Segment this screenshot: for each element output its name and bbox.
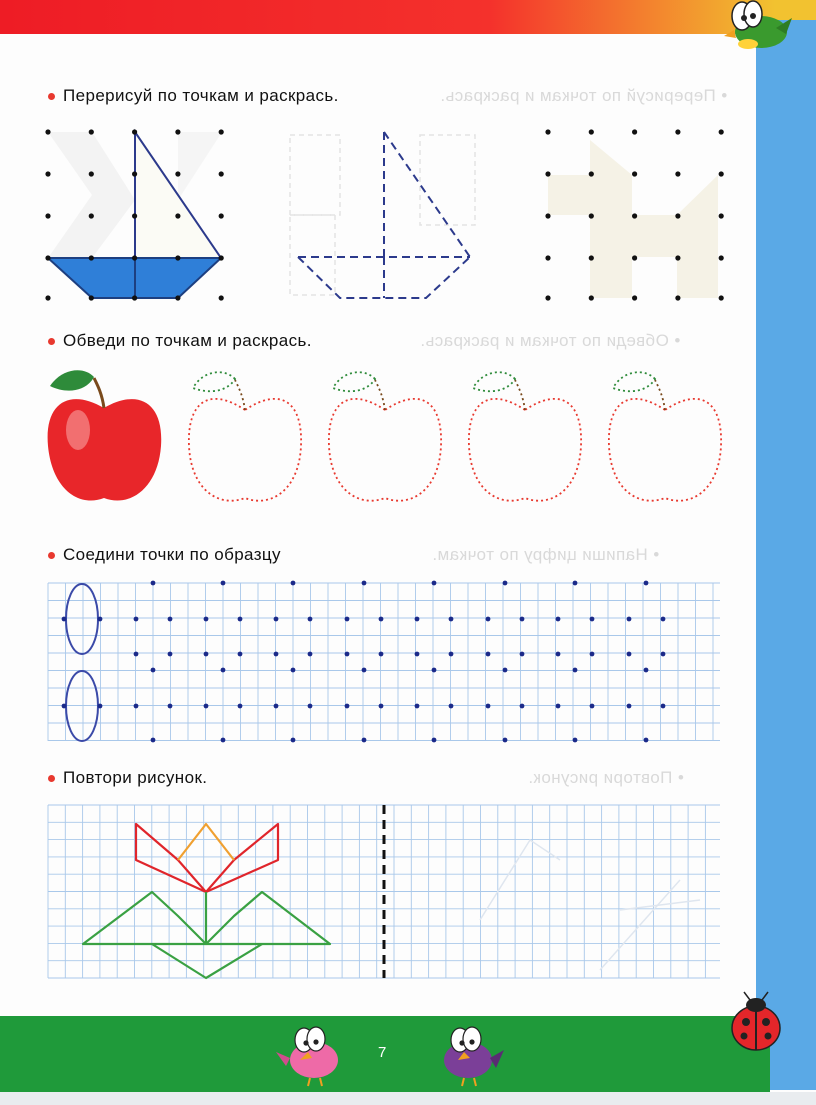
task-3-text: Соедини точки по образцу [63, 545, 281, 564]
bird-icon [430, 1018, 510, 1088]
bleed-through-text-4: • Повтори рисунок. [528, 768, 684, 787]
faded-mirror-shape [480, 840, 700, 970]
task-1-text: Перерисуй по точкам и раскрась. [63, 86, 339, 105]
bleed-through-text-1: • Перерисуй по точкам и раскрась. [440, 86, 728, 105]
bird-icon [272, 1018, 352, 1088]
flower-left-petal [136, 824, 206, 892]
task-4-text: Повтори рисунок. [63, 768, 208, 787]
bleed-through-text-2: • Обведи по точкам и раскрась. [420, 331, 681, 350]
page-edge [0, 1092, 816, 1105]
left-leaf [83, 892, 206, 944]
page-number: 7 [378, 1044, 387, 1061]
bleed-through-text-3: • Напиши цифру по точкам. [432, 545, 660, 564]
bird-mascot [716, 0, 796, 60]
ladybug-icon [722, 990, 792, 1060]
flower-sample [83, 824, 330, 978]
task-2-text: Обведи по точкам и раскрась. [63, 331, 312, 350]
right-leaf [206, 892, 330, 944]
flower-right-petal [206, 824, 278, 892]
